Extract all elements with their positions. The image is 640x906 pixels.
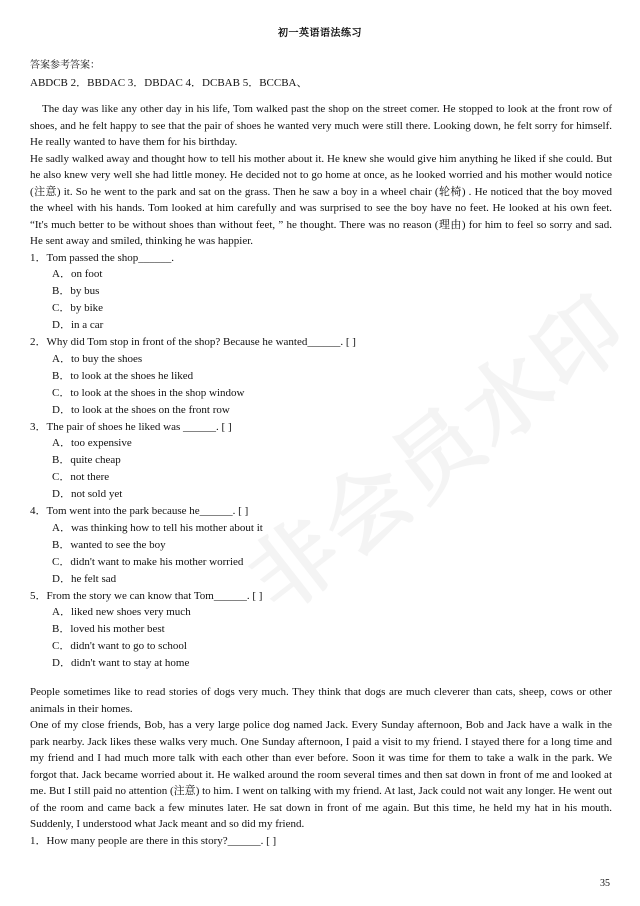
option-c: C．by bike bbox=[52, 302, 104, 314]
option-d: D．he felt sad bbox=[52, 572, 117, 585]
option-a: A．to buy the shoes bbox=[52, 352, 143, 365]
option-list bbox=[30, 520, 612, 588]
option-c: C．to look at the shoes in the shop window bbox=[52, 386, 245, 399]
question-block-4 bbox=[30, 503, 612, 588]
section-spacer bbox=[30, 672, 612, 684]
document-body bbox=[30, 58, 612, 849]
option-a: A．was thinking how to tell his mother about it bbox=[52, 521, 263, 534]
option-d: D．not sold yet bbox=[52, 488, 123, 500]
answer-label: 答案参考答案： bbox=[30, 60, 100, 71]
question-text: 5．From the story we can know that Tom______. [ ] bbox=[30, 589, 263, 602]
option-list bbox=[30, 604, 612, 672]
passage1-paragraph-2: He sadly walked away and thought how to tell his mother about it. He knew she would give him anything he liked if she could. But he also knew very well she had little money. He decided not to go home at once, as he looked worried and his mother would notice (注意) it. So he went to the park and sat on the grass. Then he saw a boy in a wheel chair (轮椅) . He noticed that the boy moved the wheel with his hands. Tom looked at him carefully and was surprised to see the boy have no feet. He looked at his own feet. “It's much better to be without shoes than without feet, ” he thought. There was no reason (理由) for him to feel so sorry and sad. He sent away and smiled, thinking he was happier. bbox=[30, 152, 612, 247]
option-b: B．by bus bbox=[52, 285, 100, 297]
option-d: D．to look at the shoes on the front row bbox=[52, 403, 230, 416]
option-a: A．liked new shoes very much bbox=[52, 606, 191, 618]
option-list bbox=[30, 435, 612, 503]
option-b: B．loved his mother best bbox=[52, 623, 165, 635]
page-title: 初一英语语法练习 bbox=[278, 28, 362, 39]
option-b: B．to look at the shoes he liked bbox=[52, 369, 194, 382]
question-text: 2．Why did Tom stop in front of the shop? Because he wanted______. [ ] bbox=[30, 336, 356, 348]
passage2-paragraph-1: People sometimes like to read stories of dogs very much. They think that dogs are much cleverer than cats, sheep, cows or other animals in their homes. bbox=[30, 686, 612, 715]
question-text: 4．Tom went into the park because he______. [ ] bbox=[30, 505, 249, 517]
option-a: A．too expensive bbox=[52, 437, 132, 449]
question-text: 1．How many people are there in this story?______. [ ] bbox=[30, 834, 277, 847]
passage1-paragraph-1: The day was like any other day in his life, Tom walked past the shop on the street comer. He stopped to look at the front row of shoes, and he felt happy to see that the pair of shoes he wanted very much were still there. Looking down, he felt sorry for himself. He really wanted to have them for his birthday. bbox=[30, 103, 612, 148]
option-a: A．on foot bbox=[52, 268, 103, 280]
question-text: 3．The pair of shoes he liked was ______. [ ] bbox=[30, 420, 232, 433]
question-block-3 bbox=[30, 419, 612, 504]
option-c: C．didn't want to go to school bbox=[52, 640, 187, 652]
option-c: C．not there bbox=[52, 471, 110, 483]
answer-keys: ABDCB 2．BBDAC 3．DBDAC 4．DCBAB 5．BCCBA、 bbox=[30, 76, 308, 89]
question-text: 1．Tom passed the shop______. bbox=[30, 251, 175, 264]
option-list bbox=[30, 351, 612, 419]
option-b: B．wanted to see the boy bbox=[52, 538, 166, 551]
option-d: D．in a car bbox=[52, 319, 104, 331]
page-number: 35 bbox=[600, 878, 610, 889]
option-c: C．didn't want to make his mother worried bbox=[52, 555, 244, 568]
option-d: D．didn't want to stay at home bbox=[52, 657, 190, 669]
question-block-5 bbox=[30, 588, 612, 673]
option-b: B．quite cheap bbox=[52, 454, 121, 466]
question-block-2 bbox=[30, 334, 612, 419]
passage2-paragraph-2: One of my close friends, Bob, has a very large police dog named Jack. Every Sunday afternoon, Bob and Jack have a walk in the park nearby. Jack likes these walks very much. One Sunday afternoon, I paid a visit to my friend. I stayed there for a long time and my friend and I had much more talk with each other than ever before. Soon it was time for them to take a walk in the park. We forgot that. Jack became worried about it. He walked around the room several times and then sat down in front of me and looked at me. But I still paid no attention (注意) to him. I went on talking with my friend. At last, Jack could not wait any longer. He went out of the room and came back a few minutes later. He sat down in front of me again. But this time, he held my hat in his mouth. Suddenly, I understood what Jack meant and so did my friend. bbox=[30, 719, 612, 830]
option-list bbox=[30, 266, 612, 334]
question-block-1 bbox=[30, 250, 612, 335]
passage2-question-block-1 bbox=[30, 833, 612, 850]
